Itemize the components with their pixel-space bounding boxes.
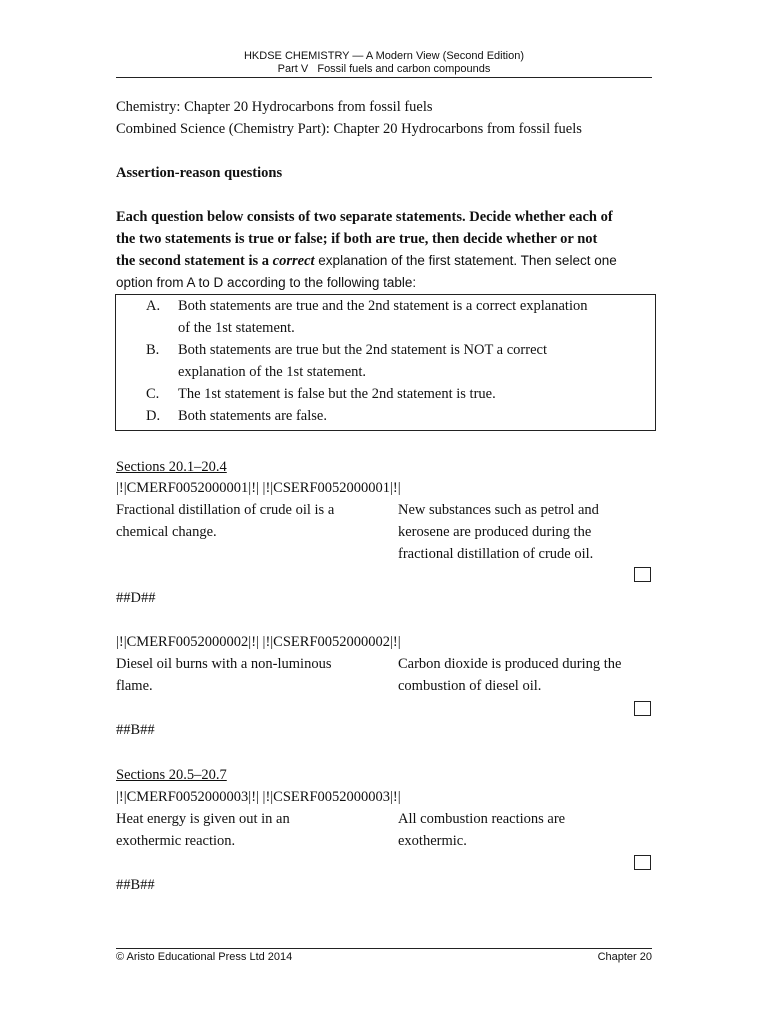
header-rule: [116, 77, 652, 78]
header-part: Part V Fossil fuels and carbon compounds: [277, 63, 491, 75]
footer-chapter: Chapter 20: [597, 951, 652, 963]
header-title: HKDSE CHEMISTRY — A Modern View (Second Edition): [243, 50, 524, 62]
question-1-statement-2-line-1: New substances such as petrol and: [398, 502, 599, 518]
instruction-line-3-rest: explanation of the first statement. Then select one: [314, 253, 617, 268]
instruction-line-1: Each question below consists of two separate statements. Decide whether each of: [116, 209, 613, 225]
section-label-20-1-20-4: Sections 20.1–20.4: [116, 459, 227, 475]
option-c-letter: C.: [146, 386, 160, 402]
instruction-line-4: option from A to D according to the following table:: [116, 275, 417, 290]
question-2-statement-1-line-2: flame.: [116, 678, 153, 694]
question-2-statement-2-line-1: Carbon dioxide is produced during the: [398, 656, 622, 672]
question-3-answer-checkbox[interactable]: [634, 855, 651, 870]
option-b-letter: B.: [146, 342, 160, 358]
page-header: [116, 50, 652, 76]
question-2-statement-1-line-1: Diesel oil burns with a non-luminous: [116, 656, 332, 672]
question-1-statement-1-line-1: Fractional distillation of crude oil is a: [116, 502, 335, 518]
option-a-text-line-2: of the 1st statement.: [178, 320, 295, 336]
option-d-letter: D.: [146, 408, 161, 424]
question-3-statement-1-line-2: exothermic reaction.: [116, 833, 236, 849]
instruction-line-3-italic: correct: [272, 253, 315, 269]
footer-rule: [116, 948, 652, 949]
question-3-answer: ##B##: [116, 877, 155, 893]
question-2-code: |!|CMERF0052000002|!| |!|CSERF0052000002|!|: [116, 634, 401, 650]
option-d-text: Both statements are false.: [178, 408, 327, 424]
section-label-20-5-20-7: Sections 20.5–20.7: [116, 767, 227, 783]
section-heading: Assertion-reason questions: [116, 165, 283, 181]
question-3-statement-2-line-1: All combustion reactions are: [398, 811, 566, 827]
question-1-answer: ##D##: [116, 590, 156, 606]
question-3-statement-1-line-1: Heat energy is given out in an: [116, 811, 290, 827]
option-b-text-line-1: Both statements are true but the 2nd statement is NOT a correct: [178, 342, 547, 358]
option-c-text: The 1st statement is false but the 2nd statement is true.: [178, 386, 496, 402]
option-a-letter: A.: [146, 298, 161, 314]
question-3-statement-2-line-2: exothermic.: [398, 833, 467, 849]
footer-copyright: © Aristo Educational Press Ltd 2014: [116, 951, 293, 963]
chapter-line-combined-science: Combined Science (Chemistry Part): Chapter 20 Hydrocarbons from fossil fuels: [116, 121, 582, 137]
chapter-line-chemistry: Chemistry: Chapter 20 Hydrocarbons from fossil fuels: [116, 99, 433, 115]
question-2-answer-checkbox[interactable]: [634, 701, 651, 716]
question-1-statement-2-line-3: fractional distillation of crude oil.: [398, 546, 594, 562]
instruction-line-2: the two statements is true or false; if both are true, then decide whether or not: [116, 231, 598, 247]
option-a-text-line-1: Both statements are true and the 2nd statement is a correct explanation: [178, 298, 588, 314]
question-2-answer: ##B##: [116, 722, 155, 738]
question-3-code: |!|CMERF0052000003|!| |!|CSERF0052000003|!|: [116, 789, 401, 805]
question-1-answer-checkbox[interactable]: [634, 567, 651, 582]
question-1-statement-2-line-2: kerosene are produced during the: [398, 524, 592, 540]
instruction-line-3-bold: the second statement is a: [116, 253, 273, 269]
instruction-line-3: [116, 250, 617, 272]
question-1-code: |!|CMERF0052000001|!| |!|CSERF0052000001|!|: [116, 480, 401, 496]
question-2-statement-2-line-2: combustion of diesel oil.: [398, 678, 542, 694]
option-b-text-line-2: explanation of the 1st statement.: [178, 364, 367, 380]
question-1-statement-1-line-2: chemical change.: [116, 524, 217, 540]
